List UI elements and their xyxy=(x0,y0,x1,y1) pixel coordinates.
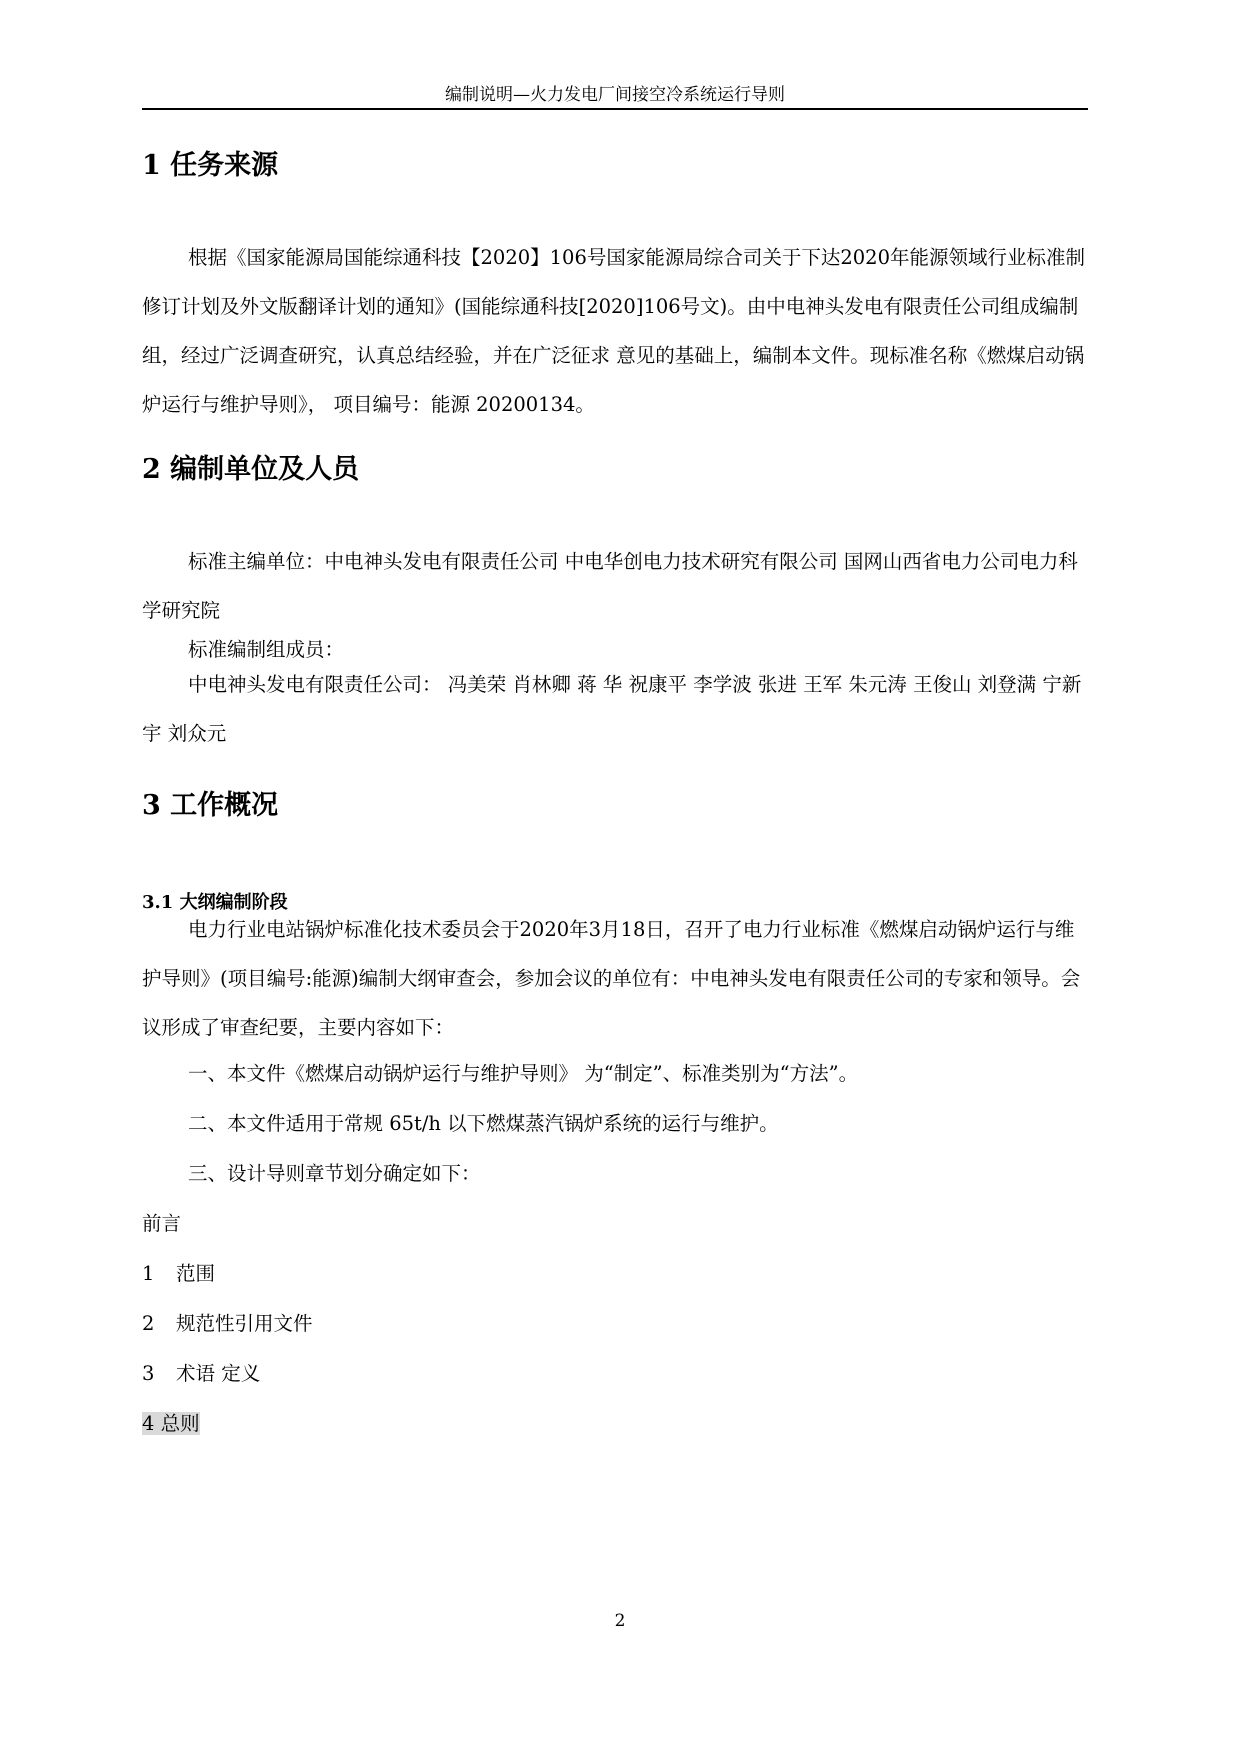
subsection-3-1-body: 电力行业电站锅炉标准化技术委员会于2020年3月18日，召开了电力行业标准《燃煤启动锅炉运行与维护导则》(项目编号:能源)编制大纲审查会，参加会议的单位有：中电神头发电有限责任公司的专家和领导。会议形成了审查纪要，主要内容如下： xyxy=(142,918,1081,1039)
toc-item-label: 术语 定义 xyxy=(176,1362,261,1385)
section-2-members-label: 标准编制组成员： xyxy=(188,638,345,661)
toc-item-label: 规范性引用文件 xyxy=(176,1312,313,1335)
toc-item-number: 1 xyxy=(142,1262,155,1285)
subsection-3-1-heading: 3.1 大纲编制阶段 xyxy=(142,892,288,913)
list-item-2: 二、本文件适用于常规 65t/h 以下燃煤蒸汽锅炉系统的运行与维护。 xyxy=(188,1112,779,1135)
section-2-members: 中电神头发电有限责任公司： 冯美荣 肖林卿 蒋 华 祝康平 李学波 张进 王军 朱元涛 王俊山 刘登满 宁新宇 刘众元 xyxy=(142,673,1082,745)
toc-item xyxy=(142,1258,215,1286)
section-1-heading: 1 任务来源 xyxy=(142,150,279,181)
toc-item-4-label: 4 总则 xyxy=(142,1412,200,1435)
section-1-body: 根据《国家能源局国能综通科技【2020】106号国家能源局综合司关于下达2020年能源领域行业标准制修订计划及外文版翻译计划的通知》(国能综通科技[2020]106号文)。由中电神头发电有限责任公司组成编制组，经过广泛调查研究，认真总结经验，并在广泛征求 意见的基础上，编制本文件。现标准名称《燃煤启动锅炉运行与维护导则》， 项目编号：能源 20200134。 xyxy=(142,246,1085,416)
toc-item xyxy=(142,1358,260,1386)
running-header: 编制说明—火力发电厂间接空冷系统运行导则 xyxy=(445,85,785,105)
page-number: 2 xyxy=(614,1611,626,1631)
list-item-3: 三、设计导则章节划分确定如下： xyxy=(188,1162,481,1185)
section-2-units: 标准主编单位：中电神头发电有限责任公司 中电华创电力技术研究有限公司 国网山西省电力公司电力科学研究院 xyxy=(142,550,1078,622)
toc-item-label: 范围 xyxy=(176,1262,216,1285)
toc-preface: 前言 xyxy=(142,1212,182,1235)
section-3-heading: 3 工作概况 xyxy=(142,790,279,821)
toc-item-4 xyxy=(142,1408,200,1436)
list-item-1: 一、本文件《燃煤启动锅炉运行与维护导则》 为“制定”、标准类别为“方法”。 xyxy=(188,1062,859,1085)
toc-item-number: 2 xyxy=(142,1312,155,1335)
toc-item-number: 3 xyxy=(142,1362,155,1385)
toc-item xyxy=(142,1308,313,1336)
header-rule xyxy=(142,108,1088,110)
section-2-heading: 2 编制单位及人员 xyxy=(142,454,360,485)
